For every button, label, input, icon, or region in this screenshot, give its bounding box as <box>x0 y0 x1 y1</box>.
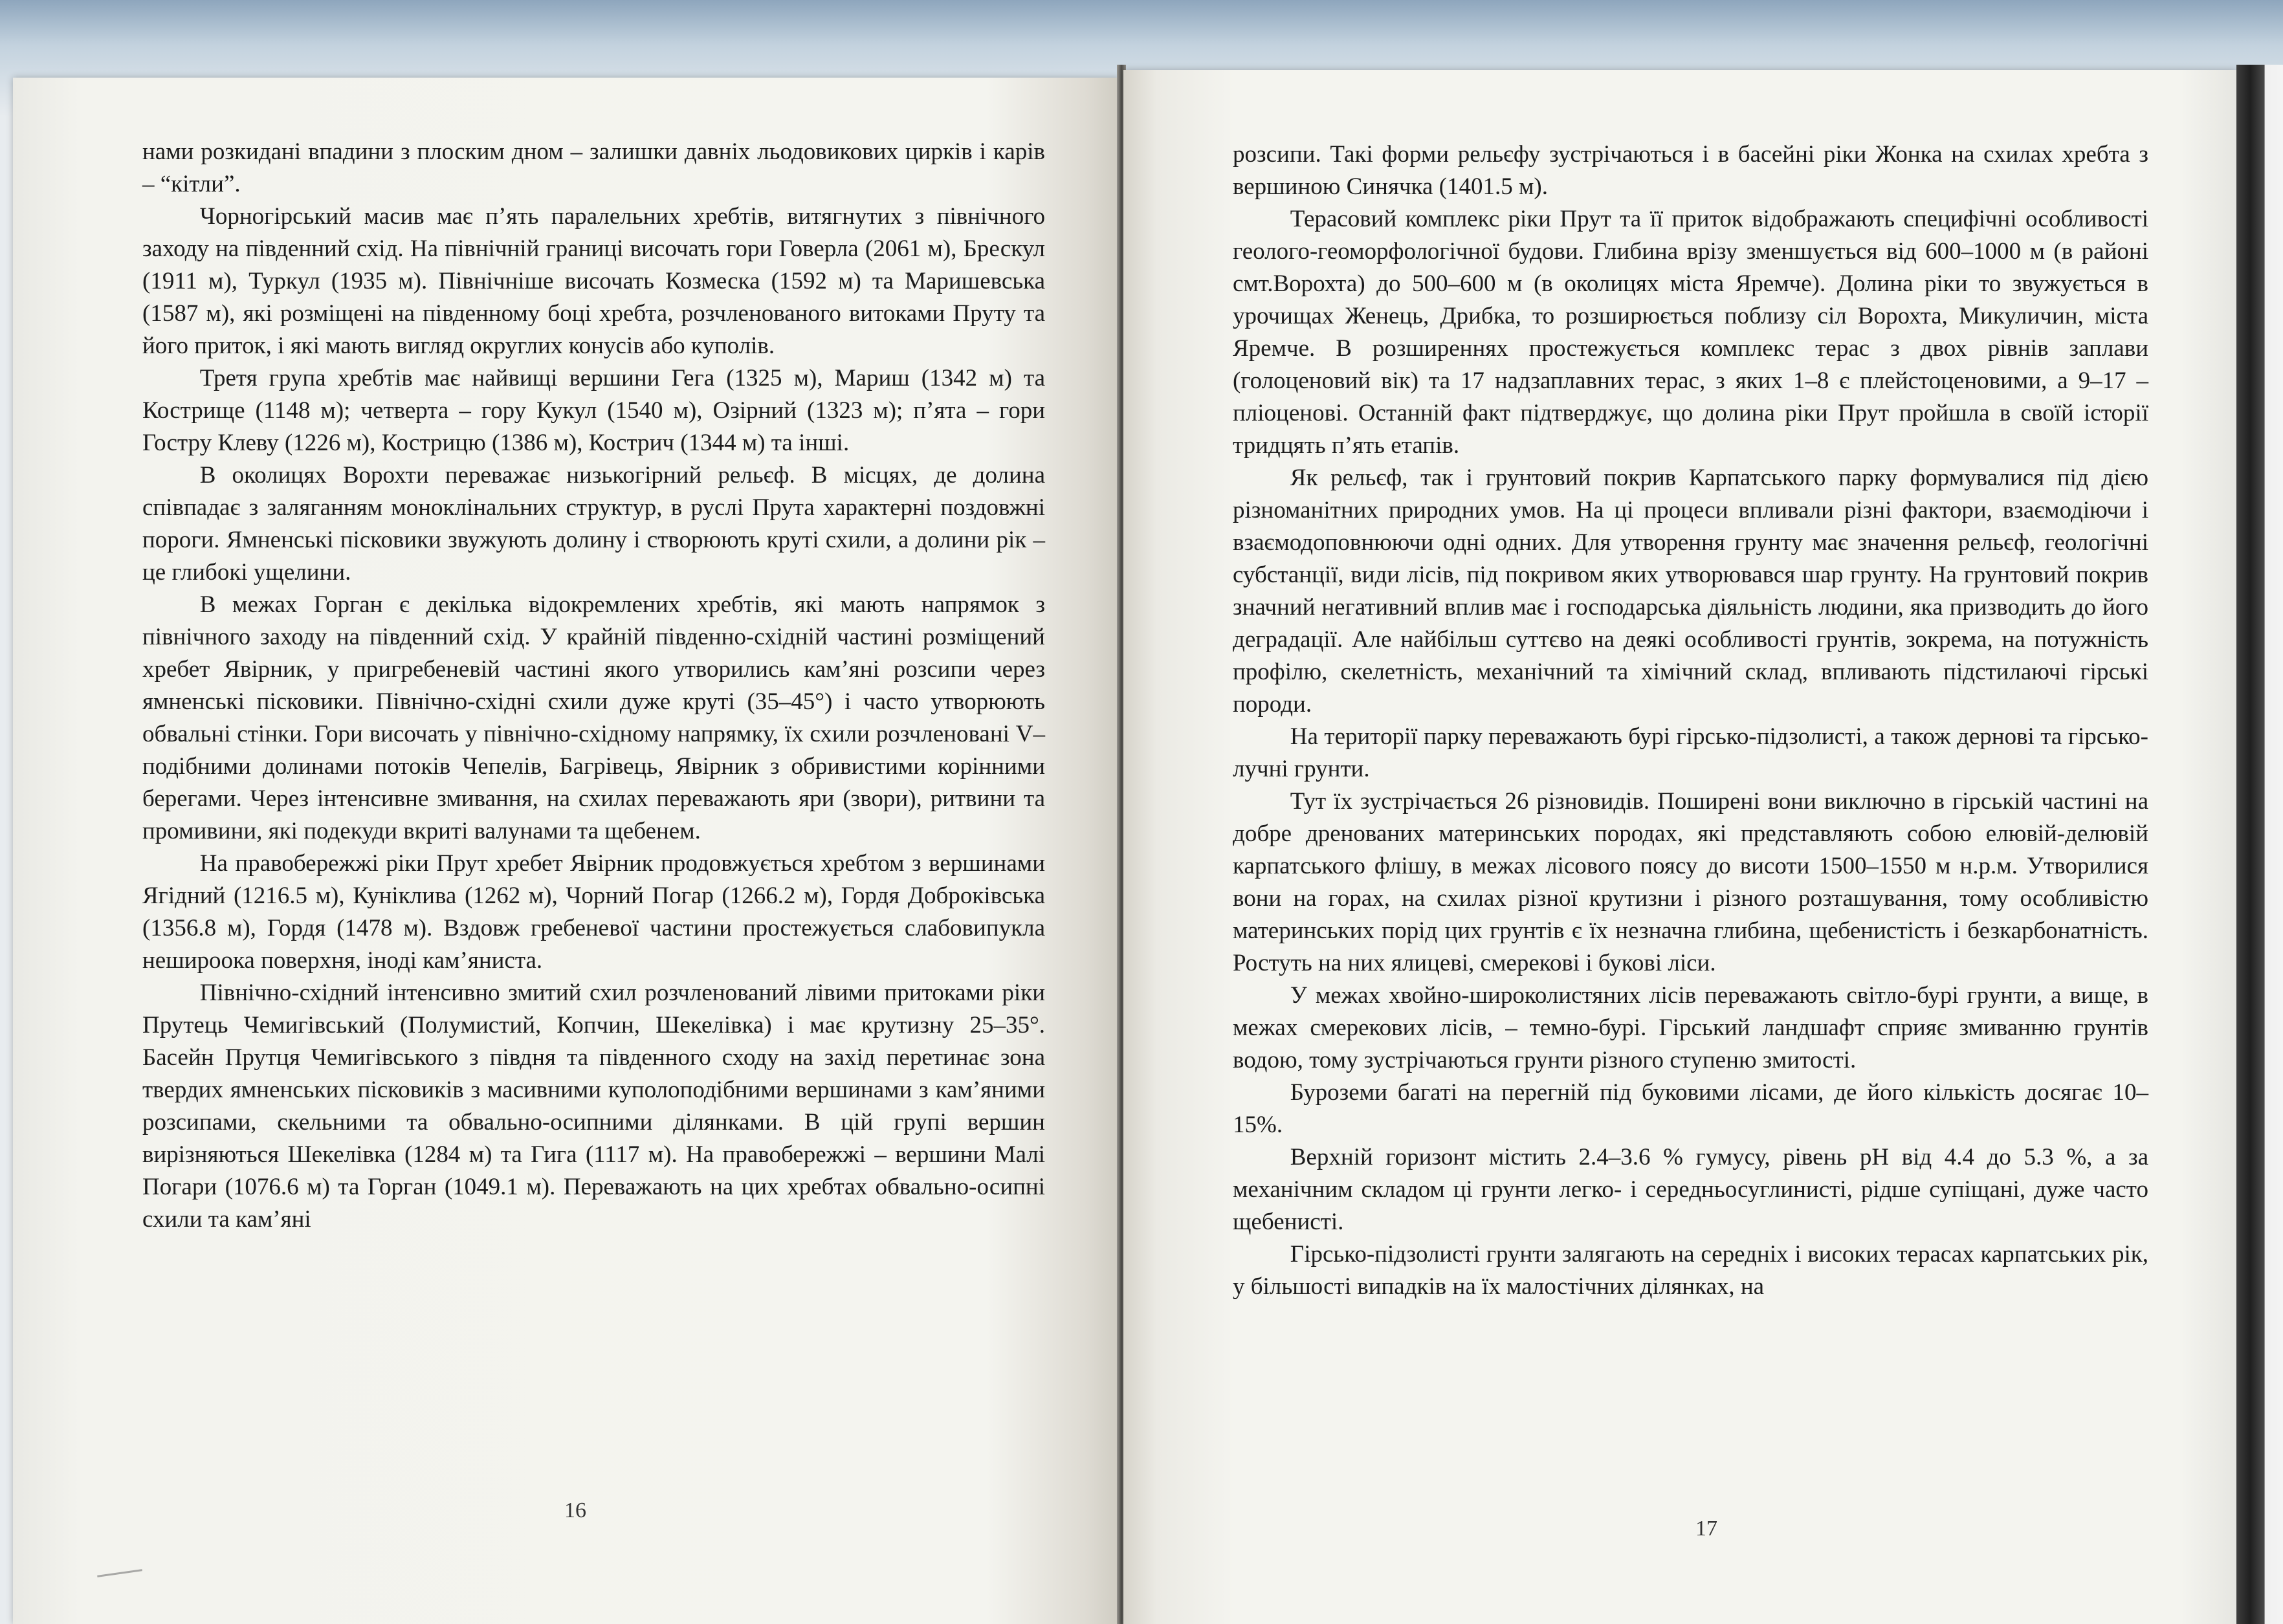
paragraph: На території парку переважають бурі гірсько-підзолисті, а також дернові та гірсько-лучні грунти. <box>1233 723 2148 782</box>
paragraph: В околицях Ворохти переважає низькогірний рельєф. В місцях, де долина співпадає з заляганням моноклінальних структур, в руслі Прута характерні поздовжні пороги. Ямненські пісковики звужують долину і створюють круті схили, а долини рік – це глибокі ущелини. <box>142 462 1045 586</box>
paragraph: В межах Горган є декілька відокремлених хребтів, які мають напрямок з північного заходу на південний схід. У крайній південно-східній частині розміщений хребет Явірник, у пригребеневій частині якого утворились кам’яні розсипи через ямненські пісковики. Північно-східні схили дуже круті (35–45°) і часто утворюють обвальні стінки. Гори височать у північно-східному напрямку, їх схили розчленовані V–подібними долинами потоків Чепелів, Багрівець, Явірник з обривистими корінними берегами. Через інтенсивне змивання, на схилах переважають яри (звори), ритвини та промивини, які подекуди вкриті валунами та щебенем. <box>142 591 1045 844</box>
paragraph: Терасовий комплекс ріки Прут та її приток відображають специфічні особливості геолого-геоморфологічної будови. Глибина врізу зменшується від 600–1000 м (в районі смт.Ворохта) до 500–600 м (в околицях міста Яремче). Долина ріки то звужується в урочищах Женець, Дрибка, то розширюється поблизу сіл Ворохта, Микуличин, міста Яремче. В розширеннях простежується комплекс терас з двох рівнів заплави (голоценовий вік) та 17 надзаплавних терас, з яких 1–8 є плейстоценовими, а 9–17 – пліоценові. Останній факт підтверджує, що долина ріки Прут пройшла в своїй історії тридцять п’ять етапів. <box>1233 206 2148 459</box>
page-number-left: 16 <box>564 1498 586 1522</box>
page-edge-shadow <box>2236 65 2283 1624</box>
paragraph: Буроземи багаті на перегній під буковими лісами, де його кількість досягає 10–15%. <box>1233 1079 2148 1138</box>
paragraph: Верхній горизонт містить 2.4–3.6 % гумусу, рівень pH від 4.4 до 5.3 %, а за механічним складом ці грунти легко- і середньосуглинисті, рідше супіщані, дуже часто щебенисті. <box>1233 1144 2148 1235</box>
right-page <box>1123 70 2236 1624</box>
paragraph: Гірсько-підзолисті грунти залягають на середніх і високих терасах карпатських рік, у більшості випадків на їх малостічних ділянках, на <box>1233 1241 2148 1300</box>
scan-smudge <box>97 1569 142 1577</box>
right-page-text <box>1233 138 2148 1303</box>
paragraph: Як рельєф, так і грунтовий покрив Карпатського парку формувалися під дією різноманітних природних умов. На ці процеси впливали різні фактори, взаємодіючи і взаємодоповнюючи одні одних. Для утворення грунту має значення рельєф, геологічні субстанції, види лісів, під покривом яких утворювався шар грунту. На грунтовий покрив значний негативний вплив має і господарська діяльність людини, яка призводить до його деградації. Але найбільш суттєво на деякі особливості грунтів, зокрема, на потужність профілю, скелетність, механічний та хімічний склад, впливають підстилаючі гірські породи. <box>1233 465 2148 718</box>
paragraph: розсипи. Такі форми рельєфу зустрічаються і в басейні ріки Жонка на схилах хребта з вершиною Синячка (1401.5 м). <box>1233 141 2148 200</box>
paragraph: Третя група хребтів має найвищі вершини Гега (1325 м), Мариш (1342 м) та Кострище (1148 м); четверта – гору Кукул (1540 м), Озірний (1323 м); п’ята – гори Гостру Клеву (1226 м), Кострицю (1386 м), Кострич (1344 м) та інші. <box>142 365 1045 456</box>
page-number-right: 17 <box>1695 1517 1717 1541</box>
paragraph: нами розкидані впадини з плоским дном – залишки давніх льодовикових цирків і карів – “кітли”. <box>142 138 1045 197</box>
paragraph: У межах хвойно-широколистяних лісів переважають світло-бурі грунти, а вище, в межах смерекових лісів, – темно-бурі. Гірський ландшафт сприяє змиванню грунтів водою, тому зустрічаються грунти різного ступеню змитості. <box>1233 982 2148 1073</box>
left-page-text <box>142 136 1045 1236</box>
left-page <box>13 78 1119 1624</box>
paragraph: Чорногірський масив має п’ять паралельних хребтів, витягнутих з північного заходу на південний схід. На північній границі височать гори Говерла (2061 м), Брескул (1911 м), Туркул (1935 м). Північніше височать Козмеска (1592 м) та Маришевська (1587 м), які розміщені на південному боці хребта, розчленованого витоками Пруту та його приток, і які мають вигляд округлих конусів або куполів. <box>142 203 1045 359</box>
paragraph: Північно-східний інтенсивно змитий схил розчленований лівими притоками ріки Прутець Чемигівський (Полумистий, Копчин, Шекелівка) і має крутизну 25–35°. Басейн Прутця Чемигівського з півдня та південного сходу на захід перетинає зона твердих ямненських пісковиків з масивними куполоподібними вершинами з кам’яними розсипами, скельними та обвально-осипними ділянками. В цій групі вершин вирізняються Шекелівка (1284 м) та Гига (1117 м). На правобережжі – вершини Малі Погари (1076.6 м) та Горган (1049.1 м). Переважають на цих хребтах обвально-осипні схили та кам’яні <box>142 980 1045 1233</box>
paragraph: Тут їх зустрічається 26 різновидів. Поширені вони виключно в гірській частині на добре дренованих материнських породах, які представляють собою елювій-делювій карпатського флішу, в межах лісового поясу до висоти 1500–1550 м н.р.м. Утворилися вони на горах, на схилах різної крутизни і різного розташування, тому особливістю материнських порід цих грунтів є їх незначна глибина, щебенистість і безкарбонатність. Ростуть на них ялицеві, смерекові і букові ліси. <box>1233 788 2148 976</box>
paragraph: На правобережжі ріки Прут хребет Явірник продовжується хребтом з вершинами Ягідний (1216.5 м), Куніклива (1262 м), Чорний Погар (1266.2 м), Гордя Доброківська (1356.8 м), Гордя (1478 м). Вздовж гребеневої частини простежується слабовипукла нешироока поверхня, іноді кам’яниста. <box>142 850 1045 974</box>
